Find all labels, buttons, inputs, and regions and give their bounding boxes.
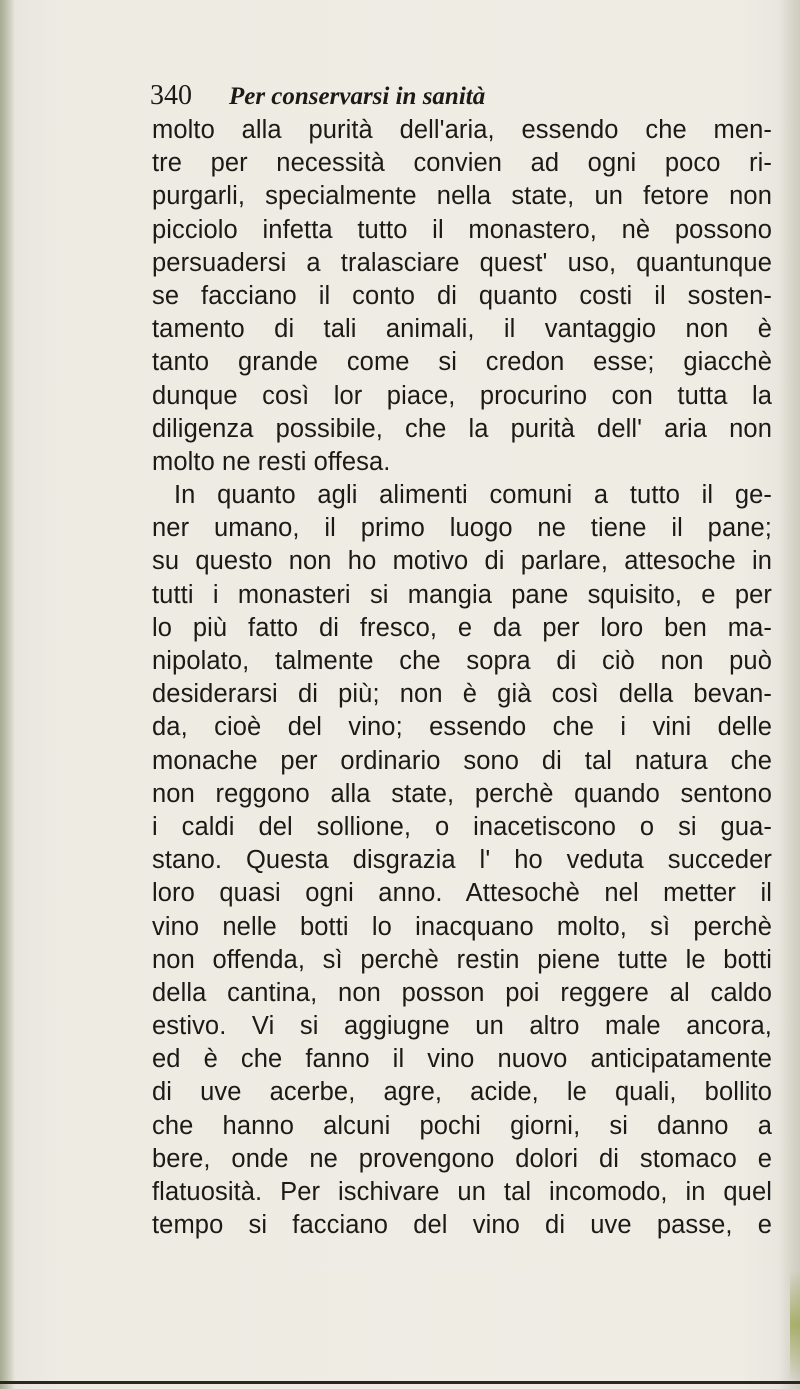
text-line: lo più fatto di fresco, e da per loro ben ma-: [152, 613, 772, 642]
page-number: 340: [150, 80, 192, 111]
text-line: desiderarsi di più; non è già così della bevan-: [152, 680, 772, 709]
page-header: [150, 80, 485, 112]
text-line: ner umano, il primo luogo ne tiene il pane;: [152, 514, 772, 543]
text-line: vino nelle botti lo inacquano molto, sì perchè: [152, 912, 772, 941]
text-line: stano. Questa disgrazia l' ho veduta succeder: [152, 846, 772, 875]
text-line: bere, onde ne provengono dolori di stomaco e: [152, 1144, 772, 1173]
text-line: loro quasi ogni anno. Attesochè nel metter il: [152, 879, 772, 908]
text-line: che hanno alcuni pochi giorni, si danno a: [152, 1111, 772, 1140]
page-edge: [778, 0, 800, 1389]
text-line: non offenda, sì perchè restin piene tutte le botti: [152, 945, 772, 974]
text-line: flatuosità. Per ischivare un tal incomodo, in quel: [152, 1178, 772, 1206]
text-line: In quanto agli alimenti comuni a tutto il ge-: [174, 481, 772, 510]
text-line: tre per necessità convien ad ogni poco ri-: [152, 149, 772, 178]
text-line: picciolo infetta tutto il monastero, nè possono: [152, 215, 772, 244]
text-line: della cantina, non posson poi reggere al caldo: [152, 978, 772, 1007]
text-line: molto alla purità dell'aria, essendo che men-: [152, 116, 772, 144]
text-line: se facciano il conto di quanto costi il sosten-: [152, 281, 772, 310]
text-line: diligenza possibile, che la purità dell' aria non: [152, 414, 772, 443]
text-line: tamento di tali animali, il vantaggio non è: [152, 315, 772, 344]
body-text: [152, 114, 772, 1242]
bottom-rule: [0, 1381, 800, 1384]
text-line: ed è che fanno il vino nuovo anticipatamente: [152, 1045, 772, 1074]
text-line: monache per ordinario sono di tal natura che: [152, 746, 772, 775]
text-line: da, cioè del vino; essendo che i vini delle: [152, 713, 772, 742]
text-line: persuadersi a tralasciare quest' uso, quantunque: [152, 248, 772, 277]
text-line: i caldi del sollione, o inacetiscono o si gua-: [152, 812, 772, 841]
text-line: purgarli, specialmente nella state, un fetore non: [152, 182, 772, 211]
text-line: su questo non ho motivo di parlare, attesoche in: [152, 547, 772, 576]
text-line: estivo. Vi si aggiugne un altro male ancora,: [152, 1012, 772, 1041]
text-line: non reggono alla state, perchè quando sentono: [152, 779, 772, 808]
running-title: Per conservarsi in sanità: [228, 83, 486, 110]
text-line: tempo si facciano del vino di uve passe, e: [152, 1211, 772, 1240]
text-line: tanto grande come si credon esse; giacchè: [152, 348, 772, 377]
text-line: nipolato, talmente che sopra di ciò non può: [152, 647, 772, 675]
text-line: tutti i monasteri si mangia pane squisito, e per: [152, 580, 772, 609]
text-line: di uve acerbe, agre, acide, le quali, bollito: [152, 1078, 772, 1107]
binding-gutter: [0, 0, 14, 1389]
text-line: molto ne resti offesa.: [152, 447, 391, 476]
page-stain: [790, 1270, 800, 1380]
text-line: dunque così lor piace, procurino con tutta la: [152, 381, 772, 410]
